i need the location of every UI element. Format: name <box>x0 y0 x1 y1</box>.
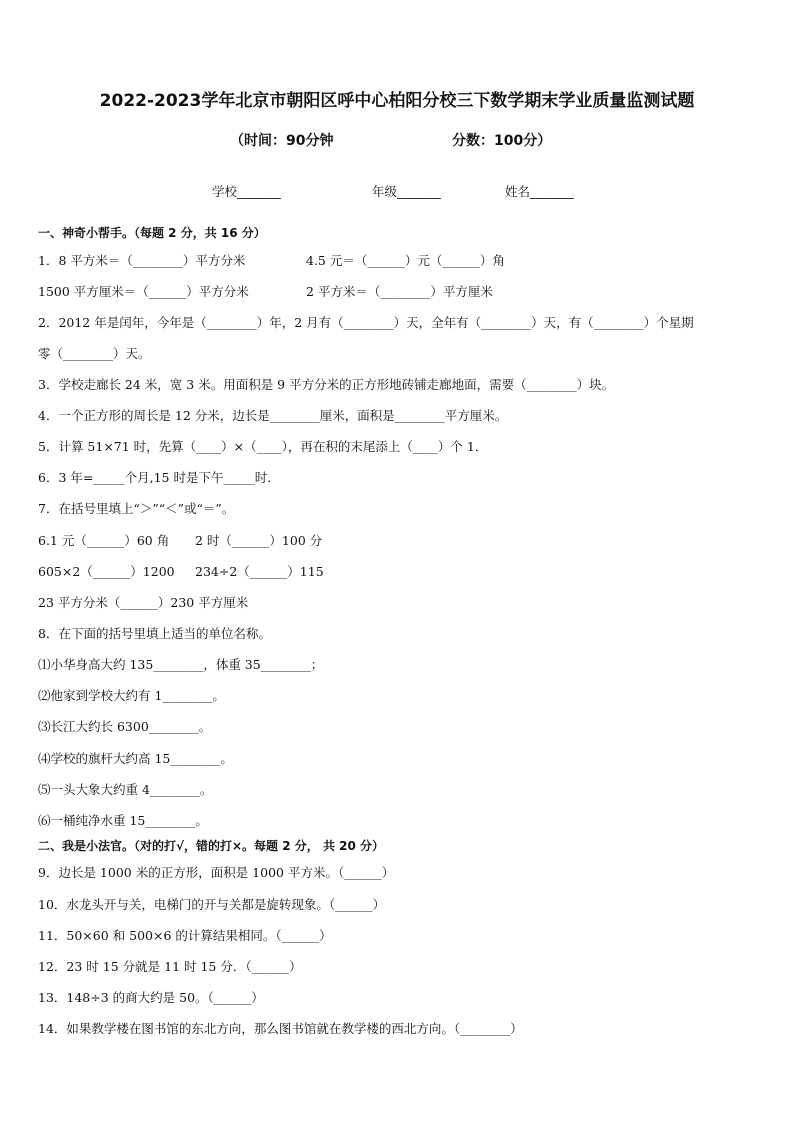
question-6: 6．3 年=_____个月,15 时是下午_____时． <box>38 470 280 485</box>
name-field: 姓名_______ <box>505 184 574 199</box>
question-5: 5．计算 51×71 时，先算（____）×（____），再在积的末尾添上（____）个 1． <box>38 439 488 454</box>
exam-score: 分数：100分） <box>452 133 552 149</box>
question-14: 14．如果教学楼在图书馆的东北方向，那么图书馆就在教学楼的西北方向。（________） <box>38 1021 523 1036</box>
question-7e: 23 平方分米（______）230 平方厘米 <box>38 595 249 610</box>
question-1b: 4.5 元＝（______）元（______）角 <box>306 253 505 268</box>
question-7d: 234÷2（______）115 <box>195 564 324 579</box>
exam-time: （时间：90分钟 <box>230 133 334 149</box>
question-1d: 2 平方米＝（________）平方厘米 <box>306 284 493 299</box>
question-2: 2．2012 年是闰年，今年是（________）年，2 月有（________）天，全年有（________）天，有（________）个星期 <box>38 315 694 330</box>
section-heading-2: 二、我是小法官。（对的打√，错的打×。每题 2 分， 共 20 分） <box>38 839 384 853</box>
question-13: 13．148÷3 的商大约是 50。（______） <box>38 990 264 1005</box>
question-2-cont: 零（________）天。 <box>38 346 151 361</box>
question-3: 3．学校走廊长 24 米，宽 3 米。用面积是 9 平方分米的正方形地砖铺走廊地面，需要（________）块。 <box>38 377 615 392</box>
section-heading-1: 一、神奇小帮手。（每题 2 分，共 16 分） <box>38 226 266 240</box>
question-9: 9．边长是 1000 米的正方形，面积是 1000 平方米。（______） <box>38 865 395 880</box>
question-1c: 1500 平方厘米＝（______）平方分米 <box>38 284 249 299</box>
question-8: 8．在下面的括号里填上适当的单位名称。 <box>38 626 271 641</box>
question-7a: 6.1 元（______）60 角 <box>38 533 170 548</box>
question-8-4: ⑷学校的旗杆大约高 15________。 <box>38 751 233 766</box>
question-11: 11．50×60 和 500×6 的计算结果相同。（______） <box>38 928 332 943</box>
page-title: 2022-2023学年北京市朝阳区呼中心柏阳分校三下数学期末学业质量监测试题 <box>99 91 695 111</box>
question-1a: 1．8 平方米＝（________）平方分米 <box>38 253 246 268</box>
question-10: 10．水龙头开与关，电梯门的开与关都是旋转现象。（______） <box>38 897 386 912</box>
question-7c: 605×2（______）1200 <box>38 564 175 579</box>
question-4: 4．一个正方形的周长是 12 分米，边长是________厘米，面积是________平方厘米。 <box>38 408 508 423</box>
school-field: 学校_______ <box>212 184 281 199</box>
question-8-3: ⑶长江大约长 6300________。 <box>38 719 212 734</box>
question-8-6: ⑹一桶纯净水重 15________。 <box>38 813 208 828</box>
grade-field: 年级_______ <box>372 184 441 199</box>
question-7b: 2 时（______）100 分 <box>195 533 323 548</box>
question-12: 12．23 时 15 分就是 11 时 15 分．（______） <box>38 959 302 974</box>
question-8-2: ⑵他家到学校大约有 1________。 <box>38 688 225 703</box>
question-7: 7．在括号里填上“＞”“＜”或“＝”。 <box>38 501 235 516</box>
question-8-1: ⑴小华身高大约 135________，体重 35________； <box>38 657 324 672</box>
question-8-5: ⑸一头大象大约重 4________。 <box>38 782 213 797</box>
